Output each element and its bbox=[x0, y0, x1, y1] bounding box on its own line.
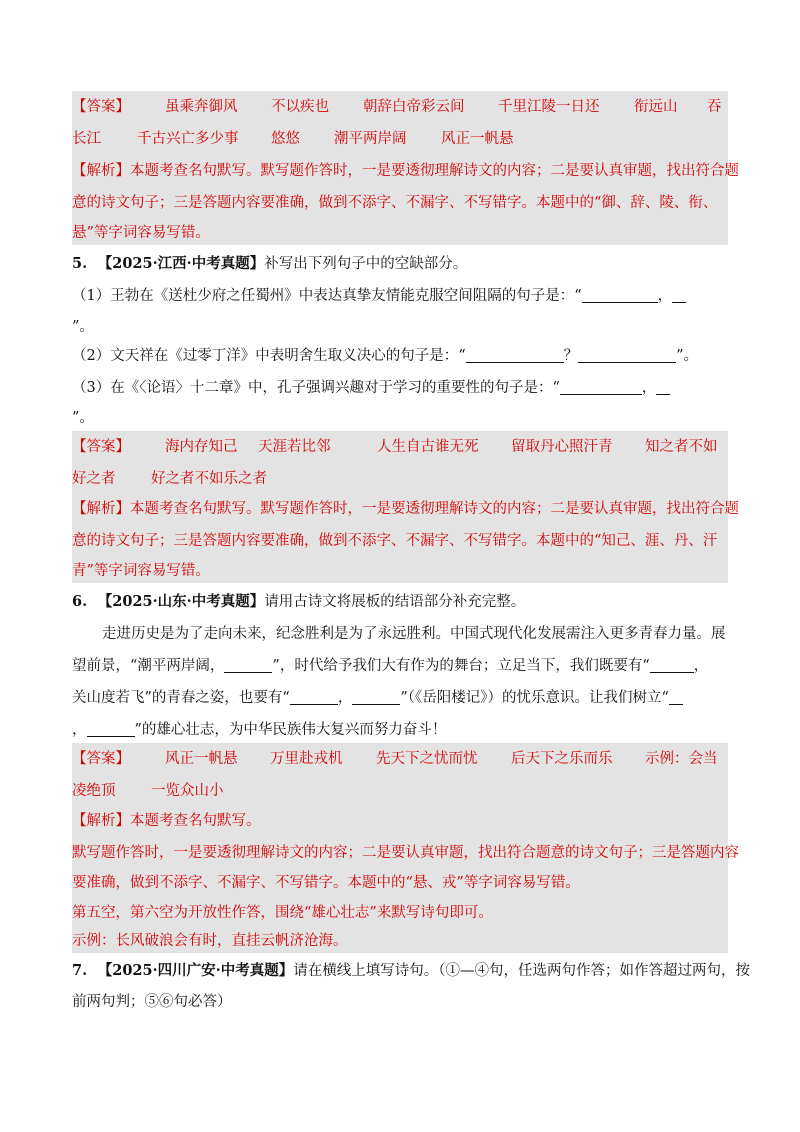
item-text: ， bbox=[641, 380, 657, 396]
answer-blank[interactable] bbox=[650, 654, 694, 673]
answer-blank[interactable] bbox=[560, 376, 642, 395]
analysis-line: 第五空，第六空为开放性作答，围绕“雄心壮志”来默写诗句即可。 bbox=[72, 905, 493, 921]
answer-blank[interactable] bbox=[87, 718, 135, 737]
answer-item: 虽乘奔御风 bbox=[165, 99, 238, 115]
answer-line bbox=[72, 431, 728, 463]
analysis-line: 默写题作答时，一是要透彻理解诗文的内容；二是要认真审题，找出符合题意的诗文句子；三是答题内容 bbox=[72, 845, 739, 861]
question-7-header bbox=[72, 955, 750, 987]
question-source: 【2025·山东·中考真题】 bbox=[97, 593, 265, 610]
answer-item: 千古兴亡多少事 bbox=[137, 131, 239, 147]
question-number: 5. bbox=[72, 255, 88, 272]
question-6-header bbox=[72, 586, 525, 618]
question-5-item-1 bbox=[72, 280, 686, 312]
question-stem: 请在横线上填写诗句。（①—④句，任选两句作答；如作答超过两句，按 bbox=[293, 963, 750, 979]
answer-item: 好之者 bbox=[72, 471, 116, 487]
item-text: ”。 bbox=[676, 348, 699, 364]
analysis-line: 示例：长风破浪会有时，直挂云帆济沧海。 bbox=[72, 933, 348, 949]
answer-item: 好之者不如乐之者 bbox=[151, 471, 267, 487]
analysis-text: 本题考查名句默写。默写题作答时，一是要透彻理解诗文的内容；二是要认真审题，找出符合题 bbox=[130, 501, 739, 517]
answer-item: 留取丹心照汗青 bbox=[511, 439, 613, 455]
question-5-item-1-end: ”。 bbox=[72, 319, 94, 335]
analysis-line bbox=[72, 155, 739, 187]
answer-block-1 bbox=[72, 91, 739, 245]
question-7-stem-line: 前两句判；⑤⑥句必答） bbox=[72, 994, 232, 1010]
item-text: 望前景，“潮平两岸阔， bbox=[72, 658, 225, 674]
question-5-item-2 bbox=[72, 340, 698, 372]
answer-item: 不以疾也 bbox=[271, 99, 329, 115]
answer-item: 悠悠 bbox=[271, 131, 300, 147]
answer-item: 风正一帆悬 bbox=[165, 751, 238, 767]
question-6-paragraph-line bbox=[72, 714, 446, 746]
answer-line bbox=[72, 91, 728, 123]
answer-line bbox=[72, 463, 728, 495]
answer-item: 长江 bbox=[72, 131, 101, 147]
answer-item: 吞 bbox=[707, 99, 722, 115]
analysis-line bbox=[72, 805, 261, 837]
answer-item: 天涯若比邻 bbox=[258, 439, 331, 455]
answer-item: 先天下之忧而忧 bbox=[376, 751, 478, 767]
answer-tag: 【答案】 bbox=[72, 439, 130, 455]
analysis-tag: 【解析】 bbox=[72, 813, 130, 829]
analysis-line: 青”等字词容易写错。 bbox=[72, 563, 210, 579]
question-source: 【2025·四川广安·中考真题】 bbox=[97, 962, 294, 979]
question-6-paragraph-line bbox=[72, 650, 708, 682]
answer-item: 衔远山 bbox=[634, 99, 678, 115]
analysis-line: 意的诗文句子；三是答题内容要准确，做到不添字、不漏字、不写错字。本题中的“御、辞、陵、衔、 bbox=[72, 195, 718, 211]
item-text: （1）王勃在《送杜少府之任蜀州》中表达真挚友情能克服空间阻隔的句子是：“ bbox=[72, 288, 582, 304]
question-number: 6. bbox=[72, 593, 88, 610]
answer-line bbox=[72, 743, 728, 775]
question-6-paragraph-line: 走进历史是为了走向未来，纪念胜利是为了永远胜利。中国式现代化发展需注入更多青春力量。展 bbox=[102, 626, 726, 642]
answer-item: 知之者不如 bbox=[645, 439, 718, 455]
question-5-header bbox=[72, 248, 467, 280]
item-text: ”，时代给予我们大有作为的舞台；立足当下，我们既要有“ bbox=[272, 658, 650, 674]
question-stem: 补写出下列句子中的空缺部分。 bbox=[264, 256, 468, 272]
answer-block-2 bbox=[72, 431, 739, 583]
answer-blank[interactable] bbox=[466, 344, 564, 363]
answer-item: 朝辞白帝彩云间 bbox=[363, 99, 465, 115]
answer-item: 凌绝顶 bbox=[72, 783, 116, 799]
analysis-line: 意的诗文句子；三是答题内容要准确，做到不添字、不漏字、不写错字。本题中的“知己、涯、丹、汗 bbox=[72, 533, 718, 549]
analysis-text: 本题考查名句默写。 bbox=[130, 813, 261, 829]
answer-blank[interactable] bbox=[578, 344, 676, 363]
answer-tag: 【答案】 bbox=[72, 99, 130, 115]
answer-item: 风正一帆悬 bbox=[441, 131, 514, 147]
question-5-item-3 bbox=[72, 372, 670, 404]
analysis-text: 本题考查名句默写。默写题作答时，一是要透彻理解诗文的内容；二是要认真审题，找出符合题 bbox=[130, 163, 739, 179]
answer-blank[interactable] bbox=[656, 376, 670, 395]
answer-blank[interactable] bbox=[582, 284, 658, 303]
answer-item: 海内存知己 bbox=[165, 439, 238, 455]
question-number: 7. bbox=[72, 962, 88, 979]
question-source: 【2025·江西·中考真题】 bbox=[97, 255, 265, 272]
answer-item: 后天下之乐而乐 bbox=[511, 751, 613, 767]
analysis-line bbox=[72, 493, 739, 525]
answer-blank[interactable] bbox=[672, 284, 686, 303]
analysis-line: 要准确，做到不添字、不漏字、不写错字。本题中的“悬、戎”等字词容易写错。 bbox=[72, 875, 580, 891]
item-text: （3）在《〈论语〉十二章》中，孔子强调兴趣对于学习的重要性的句子是：“ bbox=[72, 380, 560, 396]
item-text: ？ bbox=[563, 348, 579, 364]
answer-blank[interactable] bbox=[290, 686, 338, 705]
analysis-tag: 【解析】 bbox=[72, 501, 130, 517]
item-text: ， bbox=[657, 288, 673, 304]
answer-item: 一览众山小 bbox=[151, 783, 224, 799]
answer-item: 人生自古谁无死 bbox=[377, 439, 479, 455]
answer-tag: 【答案】 bbox=[72, 751, 130, 767]
question-stem: 请用古诗文将展板的结语部分补充完整。 bbox=[264, 594, 526, 610]
item-text: ”（《岳阳楼记》）的忧乐意识。让我们树立“ bbox=[400, 690, 669, 706]
item-text: （2）文天祥在《过零丁洋》中表明舍生取义决心的句子是：“ bbox=[72, 348, 466, 364]
item-text: 关山度若飞”的青春之姿，也要有“ bbox=[72, 690, 290, 706]
analysis-line: 悬”等字词容易写错。 bbox=[72, 225, 210, 241]
answer-item: 潮平两岸阔 bbox=[334, 131, 407, 147]
item-text: ”的雄心壮志，为中华民族伟大复兴而努力奋斗！ bbox=[134, 722, 447, 738]
question-5-item-3-end: ”。 bbox=[72, 410, 94, 426]
answer-block-3 bbox=[72, 743, 739, 953]
answer-line bbox=[72, 123, 728, 155]
question-6-paragraph-line bbox=[72, 682, 683, 714]
item-text: ， bbox=[72, 722, 87, 738]
answer-item: 万里赴戎机 bbox=[270, 751, 343, 767]
answer-blank[interactable] bbox=[224, 654, 272, 673]
answer-blank[interactable] bbox=[669, 686, 683, 705]
analysis-tag: 【解析】 bbox=[72, 163, 130, 179]
answer-item: 千里江陵一日还 bbox=[498, 99, 600, 115]
item-text: ， bbox=[693, 658, 709, 674]
answer-blank[interactable] bbox=[352, 686, 400, 705]
item-text: ， bbox=[337, 690, 353, 706]
answer-item: 示例：会当 bbox=[645, 751, 718, 767]
answer-line bbox=[72, 775, 728, 807]
